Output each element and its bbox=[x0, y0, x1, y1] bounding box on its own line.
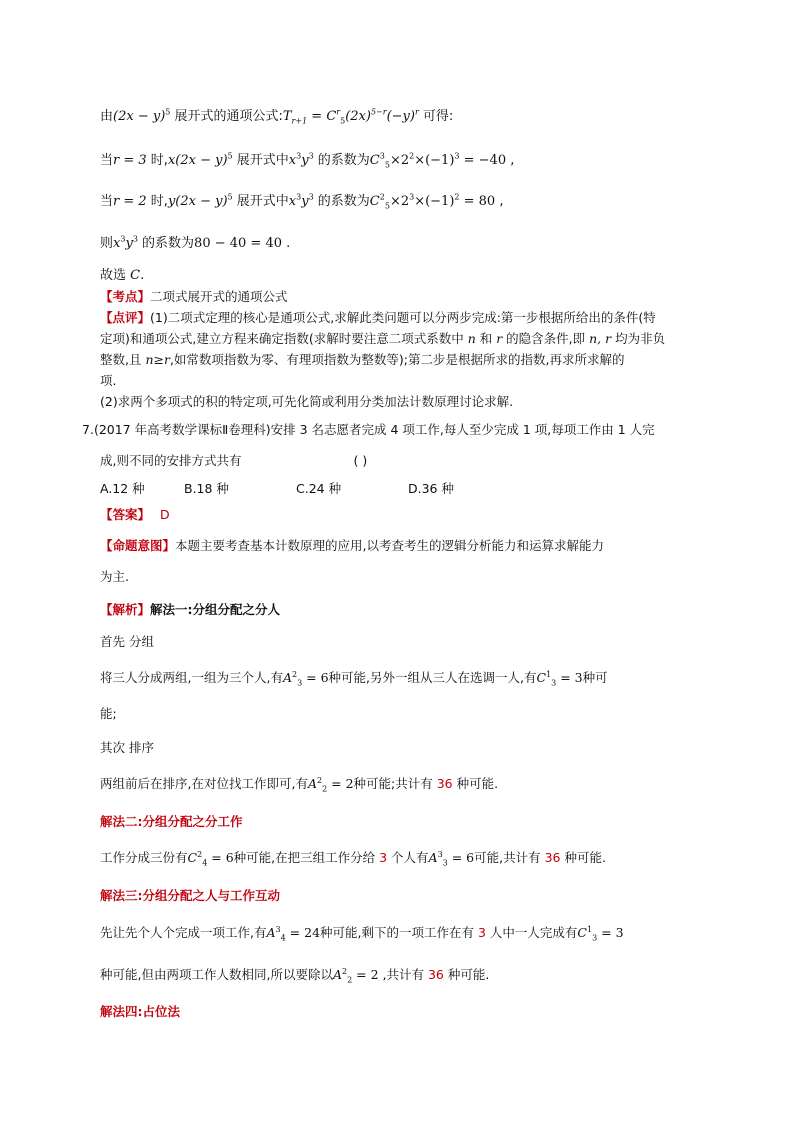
text: 展开式中 bbox=[232, 153, 289, 168]
dianping-line-2 bbox=[100, 330, 665, 348]
text: 展开式中 bbox=[232, 194, 289, 209]
question-text: 成,则不同的安排方式共有 bbox=[100, 453, 242, 468]
math-expr: y(2x − y) bbox=[167, 194, 228, 209]
math-sup: 3 bbox=[296, 192, 302, 202]
math-sub: 3 bbox=[442, 858, 448, 868]
text: ,如常数项指数为零、有理项指数为整数等);第二步是根据所求的指数,再求所求解的 bbox=[169, 352, 625, 367]
answer-label: 【答案】 bbox=[100, 507, 151, 522]
dianping-line-3 bbox=[100, 351, 625, 369]
total-count: 36 bbox=[427, 967, 444, 982]
math-sup: 2 bbox=[379, 192, 385, 202]
text: 先让先个人个完成一项工作,有 bbox=[100, 925, 267, 940]
text: 种可能,剩下的一项工作在有 bbox=[320, 925, 478, 940]
math-expr: (2x) bbox=[345, 109, 371, 124]
math-var: n bbox=[467, 331, 476, 346]
total-count: 36 bbox=[544, 850, 561, 865]
math-sup: 1 bbox=[546, 669, 552, 679]
intent-line-2 bbox=[100, 568, 129, 586]
math-expr: = 6 bbox=[302, 670, 329, 685]
math-expr: = 2 bbox=[327, 776, 354, 791]
math-sub: 3 bbox=[592, 933, 598, 943]
text: 种可能,另外一组从三人在选调一人,有 bbox=[328, 670, 537, 685]
math-sup: 2 bbox=[291, 669, 298, 679]
math-sup: 2 bbox=[316, 775, 323, 785]
kaodian-label: 【考点】 bbox=[100, 289, 151, 304]
text: 整数,且 bbox=[100, 352, 146, 367]
text: . bbox=[140, 268, 145, 283]
question-7-options bbox=[100, 480, 454, 498]
text: 工作分成三份有 bbox=[100, 850, 188, 865]
math-expr: ×2 bbox=[389, 153, 410, 168]
math-sup: 5 bbox=[227, 192, 233, 202]
math-sub: 5 bbox=[384, 201, 390, 211]
intent-line-1 bbox=[100, 537, 604, 555]
math-expr: 80 − 40 = 40 bbox=[194, 236, 282, 251]
math-sup: 2 bbox=[341, 966, 348, 976]
text: 和 bbox=[475, 331, 497, 346]
math-expr: x bbox=[113, 236, 121, 251]
text: 种可能;共计有 bbox=[353, 776, 437, 791]
text: 项. bbox=[100, 373, 117, 388]
math-expr: = C bbox=[307, 109, 337, 124]
analysis-label: 【解析】 bbox=[100, 602, 151, 617]
method-4-title-text: 解法四:占位法 bbox=[100, 1004, 180, 1019]
math-expr: C bbox=[577, 925, 587, 940]
math-sup: 3 bbox=[296, 151, 302, 161]
text: 由 bbox=[100, 109, 114, 124]
dianping-line-1 bbox=[100, 309, 656, 327]
text: 的系数为 bbox=[137, 236, 195, 251]
math-expr: (2x − y) bbox=[113, 109, 166, 124]
math-sup: 3 bbox=[437, 849, 443, 859]
text: , bbox=[495, 194, 504, 209]
math-expr: ×(−1) bbox=[414, 153, 455, 168]
text: 可能,共计有 bbox=[474, 850, 545, 865]
method-3-line-1 bbox=[100, 924, 624, 942]
text: 的系数为 bbox=[313, 153, 370, 168]
count: 3 bbox=[379, 850, 388, 865]
math-expr: y bbox=[301, 194, 309, 209]
step-1-line-1 bbox=[100, 669, 608, 687]
option-c: C.24 种 bbox=[296, 481, 342, 496]
formula-line-r2 bbox=[100, 193, 503, 211]
question-7-line-1 bbox=[82, 421, 655, 439]
math-var: n≥r bbox=[145, 352, 170, 367]
math-sub: 5 bbox=[384, 160, 390, 170]
math-expr: = 24 bbox=[285, 925, 321, 940]
math-expr: ×2 bbox=[389, 194, 410, 209]
text: 种可能,但由两项工作人数相同,所以要除以 bbox=[100, 967, 333, 982]
math-expr: x bbox=[288, 194, 297, 209]
text: 则 bbox=[100, 236, 114, 251]
math-sup: r bbox=[414, 107, 419, 117]
method-3-title-text: 解法三:分组分配之人与工作互动 bbox=[100, 888, 280, 903]
text: , bbox=[506, 153, 515, 168]
math-expr: (−y) bbox=[386, 109, 415, 124]
step-2-heading bbox=[100, 739, 154, 757]
text: 将三人分成两组,一组为三个人,有 bbox=[100, 670, 283, 685]
text: 故选 bbox=[100, 268, 131, 283]
text: . bbox=[282, 236, 291, 251]
math-expr: = −40 bbox=[459, 153, 507, 168]
math-sup: 3 bbox=[308, 192, 314, 202]
method-2-title bbox=[100, 813, 243, 831]
math-sub: r+1 bbox=[291, 116, 308, 126]
math-expr: A bbox=[266, 925, 276, 940]
text: 种可能,在把三组工作分给 bbox=[233, 850, 380, 865]
math-expr: = 6 bbox=[447, 850, 475, 865]
dianping-label: 【点评】 bbox=[100, 310, 151, 325]
text: 定项)和通项公式,建立方程来确定指数(求解时要注意二项式系数中 bbox=[100, 331, 468, 346]
math-expr: A bbox=[282, 670, 292, 685]
math-sup: 3 bbox=[308, 151, 314, 161]
count: 3 bbox=[477, 925, 486, 940]
text: 两组前后在排序,在对位找工作即可,有 bbox=[100, 776, 308, 791]
text: 展开式的通项公式: bbox=[170, 109, 283, 124]
math-sup: 5 bbox=[165, 107, 171, 117]
text: 人中一人完成有 bbox=[485, 925, 578, 940]
math-expr: = 2 bbox=[352, 967, 379, 982]
method-4-title bbox=[100, 1003, 180, 1021]
math-sup: 3 bbox=[275, 924, 281, 934]
math-sup: 2 bbox=[409, 151, 415, 161]
math-sup: 5 bbox=[227, 151, 233, 161]
text: 均为非负 bbox=[611, 331, 666, 346]
option-b: B.18 种 bbox=[184, 481, 229, 496]
math-expr: y bbox=[125, 236, 133, 251]
math-sub: 4 bbox=[202, 858, 208, 868]
math-sub: 4 bbox=[280, 933, 286, 943]
math-expr: = 3 bbox=[597, 925, 624, 940]
text: 当 bbox=[100, 153, 114, 168]
answer-letter: C bbox=[130, 268, 141, 283]
math-sup: 3 bbox=[120, 234, 126, 244]
text: (1)二项式定理的核心是通项公式,求解此类问题可以分两步完成:第一步根据所给出的条件(特 bbox=[150, 310, 656, 325]
text: 当 bbox=[100, 194, 114, 209]
math-sub: 5 bbox=[340, 116, 346, 126]
option-d: D.36 种 bbox=[408, 481, 454, 496]
math-expr: x bbox=[288, 153, 297, 168]
math-expr: A bbox=[307, 776, 317, 791]
math-expr: C bbox=[369, 194, 380, 209]
text: 首先 分组 bbox=[100, 634, 154, 649]
text: (2)求两个多项式的积的特定项,可先化简或利用分类加法计数原理讨论求解. bbox=[100, 394, 514, 409]
method-3-title bbox=[100, 887, 280, 905]
answer-blank: ( ) bbox=[353, 453, 368, 468]
text: 能; bbox=[100, 706, 117, 721]
method-2-title-text: 解法二:分组分配之分工作 bbox=[100, 814, 243, 829]
answer-line bbox=[100, 506, 170, 524]
math-sup: r bbox=[336, 107, 341, 117]
math-expr: = 80 bbox=[459, 194, 496, 209]
method-3-line-2 bbox=[100, 966, 489, 984]
option-a: A.12 种 bbox=[100, 481, 145, 496]
question-number: 7. bbox=[82, 422, 94, 437]
math-sub: 2 bbox=[347, 975, 353, 985]
math-sub: 2 bbox=[322, 784, 328, 794]
math-expr: x(2x − y) bbox=[167, 153, 228, 168]
kaodian-text: 二项式展开式的通项公式 bbox=[150, 289, 288, 304]
question-7-line-2 bbox=[100, 452, 367, 470]
text: 可得: bbox=[418, 109, 454, 124]
choose-answer-line bbox=[100, 267, 144, 285]
math-expr: A bbox=[428, 850, 438, 865]
text: 时, bbox=[146, 194, 168, 209]
math-expr: = 6 bbox=[207, 850, 234, 865]
intent-label: 【命题意图】 bbox=[100, 538, 176, 553]
method-2-line bbox=[100, 849, 606, 867]
math-expr: r = 3 bbox=[113, 153, 147, 168]
math-sub: 3 bbox=[297, 678, 303, 688]
math-expr: C bbox=[536, 670, 547, 685]
text: 的系数为 bbox=[313, 194, 370, 209]
formula-line-general-term bbox=[100, 108, 453, 126]
math-sup: 3 bbox=[132, 234, 138, 244]
math-sup: 2 bbox=[197, 849, 203, 859]
math-expr: A bbox=[332, 967, 342, 982]
step-1-line-2 bbox=[100, 705, 117, 723]
math-sup: 3 bbox=[409, 192, 415, 202]
text: 个人有 bbox=[387, 850, 429, 865]
formula-line-result bbox=[100, 235, 290, 253]
math-expr: r = 2 bbox=[113, 194, 147, 209]
question-text: (2017 年高考数学课标Ⅱ卷理科)安排 3 名志愿者完成 4 项工作,每人至少完成 1 项,每项工作由 1 人完 bbox=[93, 422, 655, 437]
text: 种可能. bbox=[443, 967, 490, 982]
text: 种可能. bbox=[452, 776, 499, 791]
math-sup: 1 bbox=[587, 924, 593, 934]
math-sup: 3 bbox=[379, 151, 385, 161]
text: 其次 排序 bbox=[100, 740, 154, 755]
formula-line-r3 bbox=[100, 152, 514, 170]
math-expr: T bbox=[282, 109, 292, 124]
answer-value: D bbox=[160, 507, 170, 522]
kaodian-line bbox=[100, 288, 288, 306]
text: 时, bbox=[146, 153, 168, 168]
text: 为主. bbox=[100, 569, 129, 584]
total-count: 36 bbox=[436, 776, 453, 791]
math-expr: C bbox=[369, 153, 380, 168]
text: ,共计有 bbox=[378, 967, 428, 982]
math-sub: 3 bbox=[551, 678, 557, 688]
math-sup: 5−r bbox=[370, 107, 387, 117]
step-1-heading bbox=[100, 633, 154, 651]
method-1-title: 解法一:分组分配之分人 bbox=[150, 602, 281, 617]
analysis-heading bbox=[100, 601, 280, 619]
math-var: n, r bbox=[589, 331, 612, 346]
math-expr: = 3 bbox=[556, 670, 583, 685]
dianping-line-4 bbox=[100, 372, 116, 390]
text: 本题主要考查基本计数原理的应用,以考查考生的逻辑分析能力和运算求解能力 bbox=[175, 538, 604, 553]
math-sup: 3 bbox=[454, 151, 460, 161]
math-sup: 2 bbox=[454, 192, 460, 202]
math-expr: ×(−1) bbox=[414, 194, 455, 209]
text: 种可 bbox=[582, 670, 608, 685]
math-expr: C bbox=[187, 850, 198, 865]
text: 的隐含条件,即 bbox=[502, 331, 590, 346]
step-2-line bbox=[100, 775, 498, 793]
math-expr: y bbox=[301, 153, 309, 168]
text: 种可能. bbox=[560, 850, 606, 865]
math-var: r bbox=[496, 331, 503, 346]
dianping-line-5 bbox=[100, 393, 513, 411]
